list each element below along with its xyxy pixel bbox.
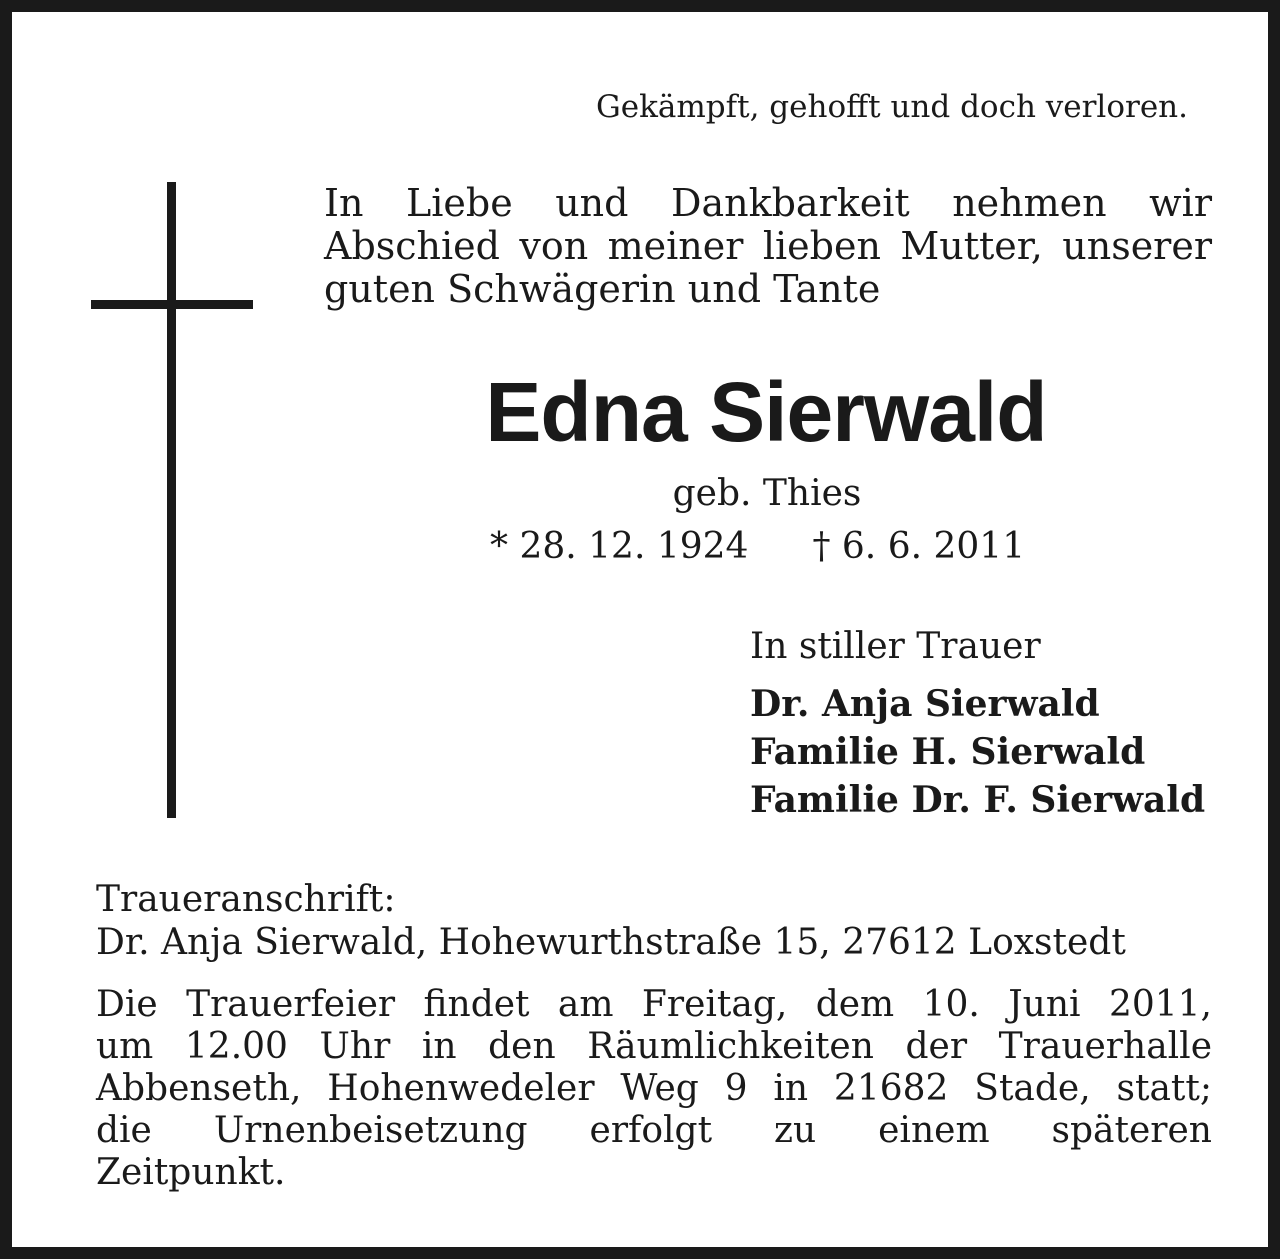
- intro-line: Abschied von meiner lieben Mutter, unserer: [324, 224, 1212, 268]
- mourners-list: [750, 680, 1205, 824]
- address-label: Traueranschrift:: [96, 879, 396, 920]
- motto: Gekämpft, gehofft und doch verloren.: [596, 89, 1188, 125]
- address-text: Dr. Anja Sierwald, Hohewurthstraße 15, 27612 Loxstedt: [96, 922, 1126, 963]
- mourning-address: [96, 878, 1212, 964]
- ceremony-line: um 12.00 Uhr in den Räumlichkeiten der Trauerhalle: [96, 1026, 1212, 1067]
- intro-text: [324, 182, 1212, 311]
- mourner: Dr. Anja Sierwald: [750, 683, 1100, 725]
- death-date: † 6. 6. 2011: [812, 526, 1026, 567]
- ceremony-line: die Urnenbeisetzung erfolgt zu einem späteren: [96, 1110, 1212, 1151]
- ceremony-line: Die Trauerfeier findet am Freitag, dem 10. Juni 2011,: [96, 984, 1212, 1025]
- life-dates: [490, 524, 1025, 570]
- ceremony-line: Zeitpunkt.: [96, 1152, 286, 1193]
- cross-icon: [167, 182, 176, 818]
- birth-date: * 28. 12. 1924: [490, 526, 749, 567]
- intro-line: guten Schwägerin und Tante: [324, 267, 881, 311]
- ceremony-line: Abbenseth, Hohenwedeler Weg 9 in 21682 Stade, statt;: [96, 1068, 1212, 1109]
- mourning-heading: In stiller Trauer: [750, 626, 1041, 667]
- cross-icon-crossbar: [91, 300, 253, 309]
- deceased-name: Edna Sierwald: [485, 365, 1047, 459]
- mourner: Familie Dr. F. Sierwald: [750, 779, 1206, 821]
- maiden-name: geb. Thies: [672, 473, 862, 514]
- ceremony-info: [96, 984, 1212, 1194]
- mourner: Familie H. Sierwald: [750, 731, 1146, 773]
- intro-line: In Liebe und Dankbarkeit nehmen wir: [324, 181, 1212, 225]
